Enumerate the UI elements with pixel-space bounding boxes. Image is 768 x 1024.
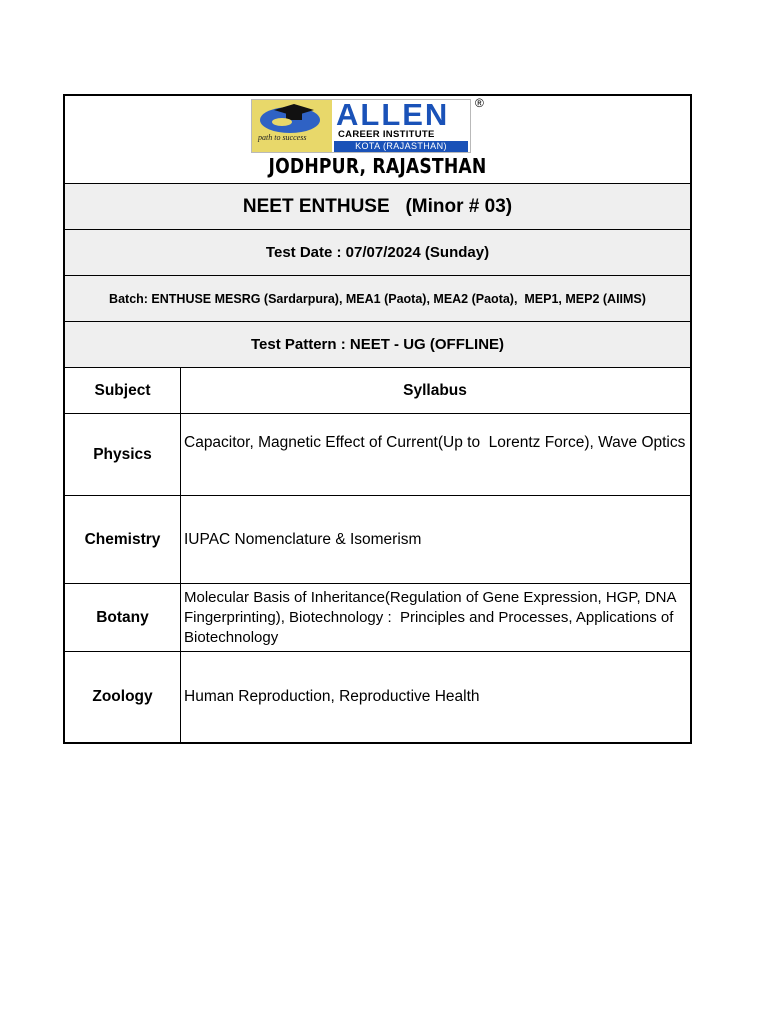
syllabus-cell: Human Reproduction, Reproductive Health xyxy=(184,688,480,705)
table-row xyxy=(65,414,690,496)
table-row xyxy=(65,652,690,742)
syllabus-cell: Capacitor, Magnetic Effect of Current(Up to Lorentz Force), Wave Optics xyxy=(184,434,686,451)
test-pattern xyxy=(65,322,690,368)
batch-text: Batch: ENTHUSE MESRG (Sardarpura), MEA1 (Paota), MEA2 (Paota), MEP1, MEP2 (AIIMS) xyxy=(109,291,646,306)
test-title-text: NEET ENTHUSE (Minor # 03) xyxy=(242,195,513,217)
syllabus-sheet xyxy=(63,94,692,744)
graduation-cap-emblem xyxy=(252,100,332,152)
logo-tagline: path to success xyxy=(258,133,307,142)
cap-icon xyxy=(252,100,332,152)
batch-info xyxy=(65,276,690,322)
test-pattern-text: Test Pattern : NEET - UG (OFFLINE) xyxy=(250,336,505,353)
test-date xyxy=(65,230,690,276)
logo-subtitle: CAREER INSTITUTE xyxy=(338,129,435,140)
subject-cell: Zoology xyxy=(65,652,181,742)
test-title xyxy=(65,184,690,230)
syllabus-header: Syllabus xyxy=(403,381,467,399)
subject-cell: Botany xyxy=(65,584,181,651)
table-row xyxy=(65,584,690,652)
subject-header: Subject xyxy=(65,368,181,413)
registered-mark: ® xyxy=(475,96,484,110)
city-heading: JODHPUR, RAJASTHAN xyxy=(268,154,487,178)
syllabus-cell: Molecular Basis of Inheritance(Regulation of Gene Expression, HGP, DNA Fingerprinting), Biotechnology : Principles and Processes, Applications of Biotechnology xyxy=(184,588,680,646)
logo-brand: ALLEN xyxy=(336,97,450,132)
subject-cell: Physics xyxy=(65,414,181,495)
syllabus-cell: IUPAC Nomenclature & Isomerism xyxy=(184,530,422,548)
test-date-text: Test Date : 07/07/2024 (Sunday) xyxy=(265,244,490,261)
table-header-row xyxy=(65,368,690,414)
header-block xyxy=(65,96,690,184)
table-row xyxy=(65,496,690,584)
allen-logo xyxy=(251,99,471,153)
logo-location: KOTA (RAJASTHAN) xyxy=(334,141,468,152)
subject-cell: Chemistry xyxy=(65,496,181,583)
